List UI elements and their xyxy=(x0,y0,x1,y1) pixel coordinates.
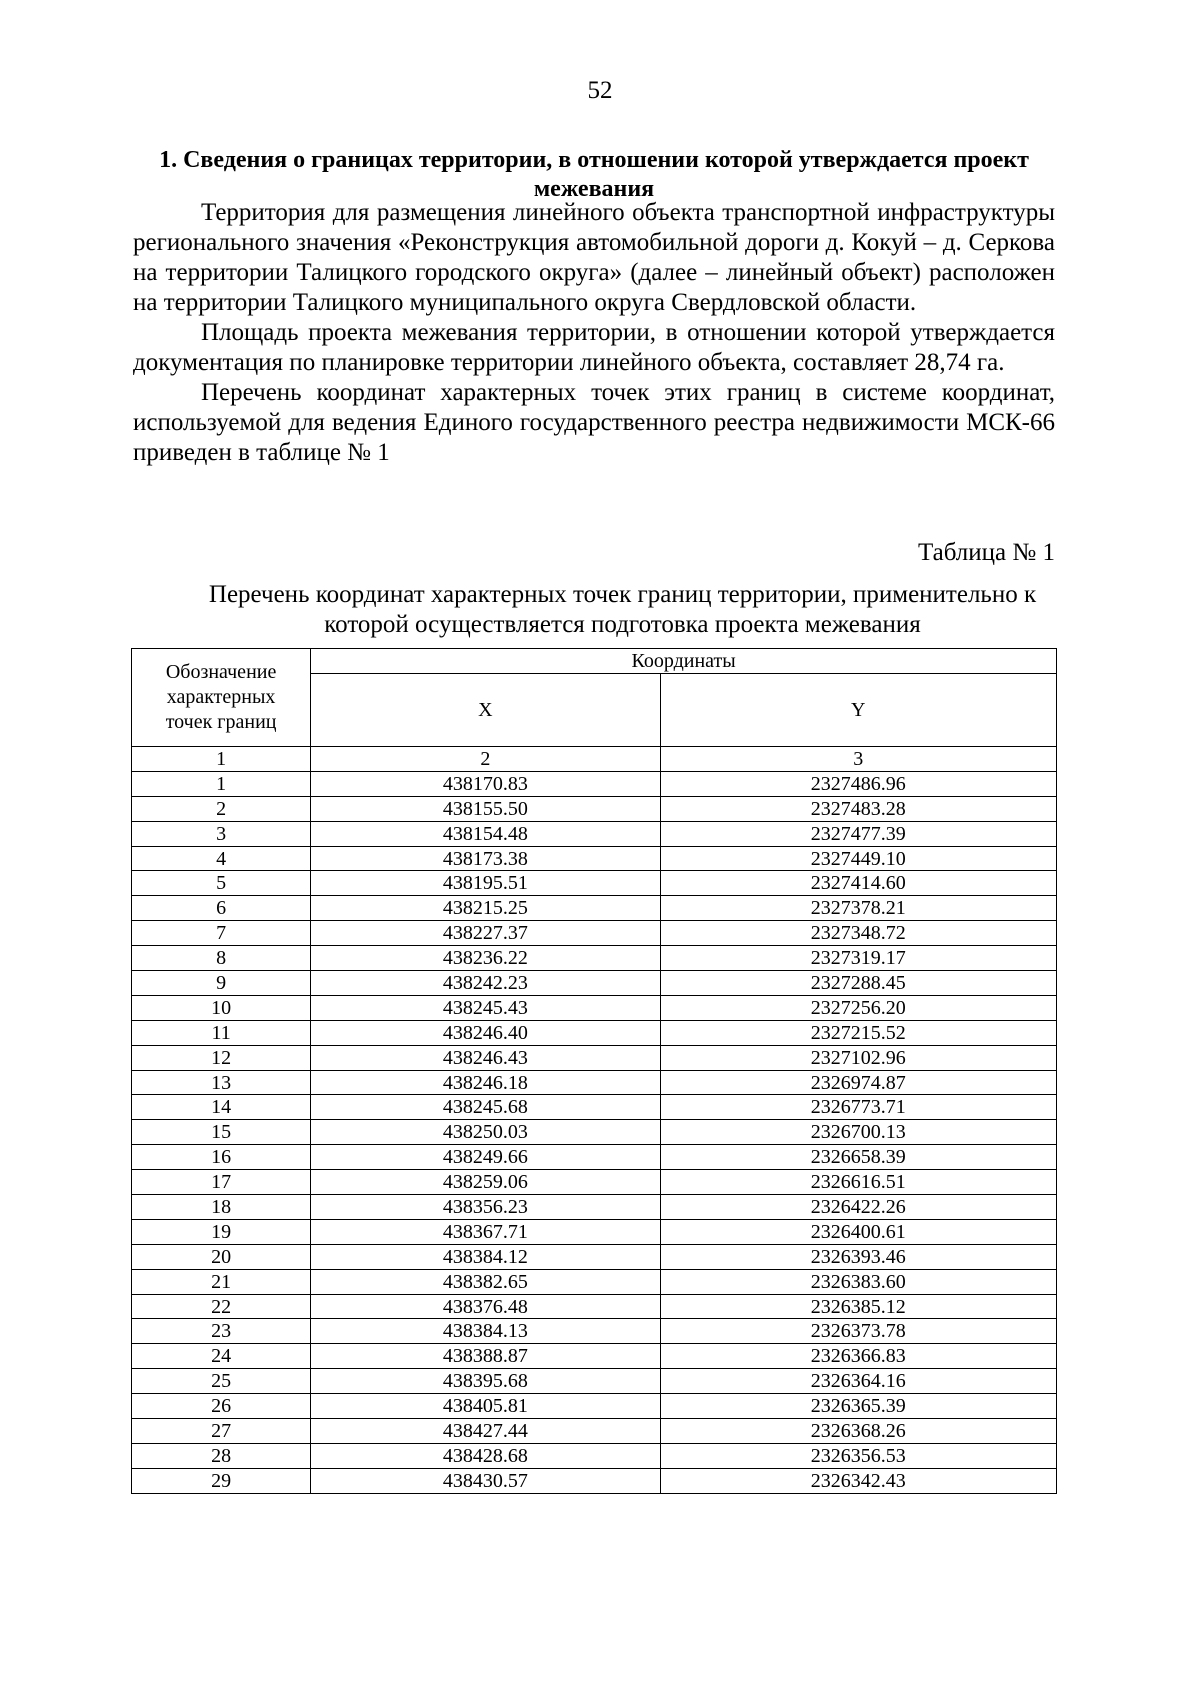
x-coordinate-cell: 438249.66 xyxy=(311,1145,660,1170)
point-number-cell: 26 xyxy=(132,1394,311,1419)
y-coordinate-cell: 2326364.16 xyxy=(660,1369,1056,1394)
point-number-cell: 20 xyxy=(132,1244,311,1269)
table-row xyxy=(132,946,1057,971)
y-coordinate-cell: 2326616.51 xyxy=(660,1170,1056,1195)
table-row xyxy=(132,1468,1057,1493)
table-row xyxy=(132,1269,1057,1294)
header-point: Обозначение характерных точек границ xyxy=(132,649,311,747)
table-row xyxy=(132,1443,1057,1468)
point-number-cell: 11 xyxy=(132,1020,311,1045)
point-number-cell: 19 xyxy=(132,1219,311,1244)
y-coordinate-cell: 2326773.71 xyxy=(660,1095,1056,1120)
table-row xyxy=(132,771,1057,796)
y-coordinate-cell: 2326366.83 xyxy=(660,1344,1056,1369)
y-coordinate-cell: 2327215.52 xyxy=(660,1020,1056,1045)
point-number-cell: 12 xyxy=(132,1045,311,1070)
x-coordinate-cell: 438173.38 xyxy=(311,846,660,871)
y-coordinate-cell: 2327288.45 xyxy=(660,971,1056,996)
table-row xyxy=(132,971,1057,996)
point-number-cell: 16 xyxy=(132,1145,311,1170)
page-number: 52 xyxy=(587,77,613,104)
table-row xyxy=(132,871,1057,896)
point-number-cell: 13 xyxy=(132,1070,311,1095)
x-coordinate-cell: 438384.13 xyxy=(311,1319,660,1344)
table-row xyxy=(132,1344,1057,1369)
table-row xyxy=(132,1045,1057,1070)
y-coordinate-cell: 2327486.96 xyxy=(660,771,1056,796)
x-coordinate-cell: 438245.68 xyxy=(311,1095,660,1120)
x-coordinate-cell: 438246.40 xyxy=(311,1020,660,1045)
paragraph-area: Площадь проекта межевания территории, в отношении которой утверждается документация по планировке территории линейного объекта, составляет 28,74 га. xyxy=(133,319,1055,376)
table-row xyxy=(132,1394,1057,1419)
column-number: 2 xyxy=(311,747,660,772)
point-number-cell: 5 xyxy=(132,871,311,896)
y-coordinate-cell: 2326974.87 xyxy=(660,1070,1056,1095)
x-coordinate-cell: 438427.44 xyxy=(311,1419,660,1444)
paragraph-coordinates: Перечень координат характерных точек этих границ в системе координат, используемой для ведения Единого государственного реестра недвижимости МСК-66 приведен в таблице № 1 xyxy=(133,379,1055,466)
table-row xyxy=(132,846,1057,871)
point-number-cell: 3 xyxy=(132,821,311,846)
table-row xyxy=(132,1095,1057,1120)
y-coordinate-cell: 2327348.72 xyxy=(660,921,1056,946)
x-coordinate-cell: 438155.50 xyxy=(311,796,660,821)
point-number-cell: 18 xyxy=(132,1195,311,1220)
y-coordinate-cell: 2326393.46 xyxy=(660,1244,1056,1269)
x-coordinate-cell: 438356.23 xyxy=(311,1195,660,1220)
table-row xyxy=(132,995,1057,1020)
table-row xyxy=(132,1020,1057,1045)
table-row xyxy=(132,921,1057,946)
x-coordinate-cell: 438227.37 xyxy=(311,921,660,946)
coordinates-table xyxy=(131,648,1057,1494)
y-coordinate-cell: 2326342.43 xyxy=(660,1468,1056,1493)
y-coordinate-cell: 2326356.53 xyxy=(660,1443,1056,1468)
header-x: X xyxy=(311,674,660,747)
table-row xyxy=(132,1070,1057,1095)
y-coordinate-cell: 2327378.21 xyxy=(660,896,1056,921)
x-coordinate-cell: 438154.48 xyxy=(311,821,660,846)
x-coordinate-cell: 438388.87 xyxy=(311,1344,660,1369)
y-coordinate-cell: 2326400.61 xyxy=(660,1219,1056,1244)
table-row xyxy=(132,796,1057,821)
point-number-cell: 28 xyxy=(132,1443,311,1468)
y-coordinate-cell: 2327102.96 xyxy=(660,1045,1056,1070)
y-coordinate-cell: 2326365.39 xyxy=(660,1394,1056,1419)
y-coordinate-cell: 2327477.39 xyxy=(660,821,1056,846)
x-coordinate-cell: 438384.12 xyxy=(311,1244,660,1269)
point-number-cell: 27 xyxy=(132,1419,311,1444)
x-coordinate-cell: 438382.65 xyxy=(311,1269,660,1294)
point-number-cell: 4 xyxy=(132,846,311,871)
x-coordinate-cell: 438250.03 xyxy=(311,1120,660,1145)
x-coordinate-cell: 438430.57 xyxy=(311,1468,660,1493)
point-number-cell: 14 xyxy=(132,1095,311,1120)
table-row xyxy=(132,1145,1057,1170)
point-number-cell: 25 xyxy=(132,1369,311,1394)
x-coordinate-cell: 438367.71 xyxy=(311,1219,660,1244)
y-coordinate-cell: 2326658.39 xyxy=(660,1145,1056,1170)
section-title: 1. Сведения о границах территории, в отношении которой утверждается проект межевания xyxy=(159,147,1029,202)
table-row xyxy=(132,821,1057,846)
point-number-cell: 24 xyxy=(132,1344,311,1369)
x-coordinate-cell: 438245.43 xyxy=(311,995,660,1020)
point-number-cell: 6 xyxy=(132,896,311,921)
x-coordinate-cell: 438236.22 xyxy=(311,946,660,971)
point-number-cell: 10 xyxy=(132,995,311,1020)
paragraph-territory: Территория для размещения линейного объекта транспортной инфраструктуры регионального значения «Реконструкция автомобильной дороги д. Кокуй – д. Серкова на территории Талицкого городского округа» (далее – линейный объект) расположен на территории Талицкого муниципального округа Свердловской области. xyxy=(133,199,1055,316)
table-row xyxy=(132,1219,1057,1244)
y-coordinate-cell: 2326700.13 xyxy=(660,1120,1056,1145)
x-coordinate-cell: 438405.81 xyxy=(311,1394,660,1419)
point-number-cell: 15 xyxy=(132,1120,311,1145)
y-coordinate-cell: 2326385.12 xyxy=(660,1294,1056,1319)
y-coordinate-cell: 2326368.26 xyxy=(660,1419,1056,1444)
x-coordinate-cell: 438170.83 xyxy=(311,771,660,796)
point-number-cell: 1 xyxy=(132,771,311,796)
y-coordinate-cell: 2326422.26 xyxy=(660,1195,1056,1220)
y-coordinate-cell: 2327256.20 xyxy=(660,995,1056,1020)
table-row xyxy=(132,1369,1057,1394)
body-text xyxy=(133,198,1055,468)
point-number-cell: 17 xyxy=(132,1170,311,1195)
point-number-cell: 23 xyxy=(132,1319,311,1344)
table-row xyxy=(132,1294,1057,1319)
table-caption: Таблица № 1 xyxy=(917,539,1055,566)
table-row xyxy=(132,1319,1057,1344)
point-number-cell: 8 xyxy=(132,946,311,971)
x-coordinate-cell: 438246.43 xyxy=(311,1045,660,1070)
point-number-cell: 2 xyxy=(132,796,311,821)
y-coordinate-cell: 2327414.60 xyxy=(660,871,1056,896)
y-coordinate-cell: 2327483.28 xyxy=(660,796,1056,821)
x-coordinate-cell: 438428.68 xyxy=(311,1443,660,1468)
table-row xyxy=(132,1195,1057,1220)
table-row xyxy=(132,1170,1057,1195)
point-number-cell: 7 xyxy=(132,921,311,946)
point-number-cell: 21 xyxy=(132,1269,311,1294)
x-coordinate-cell: 438395.68 xyxy=(311,1369,660,1394)
table-row xyxy=(132,896,1057,921)
table-row xyxy=(132,1120,1057,1145)
header-y: Y xyxy=(660,674,1056,747)
y-coordinate-cell: 2326373.78 xyxy=(660,1319,1056,1344)
x-coordinate-cell: 438376.48 xyxy=(311,1294,660,1319)
x-coordinate-cell: 438195.51 xyxy=(311,871,660,896)
header-coordinates: Координаты xyxy=(311,649,1057,674)
table-title: Перечень координат характерных точек границ территории, применительно к которой осуществляется подготовка проекта межевания xyxy=(208,581,1037,638)
column-number: 1 xyxy=(132,747,311,772)
y-coordinate-cell: 2326383.60 xyxy=(660,1269,1056,1294)
x-coordinate-cell: 438242.23 xyxy=(311,971,660,996)
point-number-cell: 29 xyxy=(132,1468,311,1493)
point-number-cell: 22 xyxy=(132,1294,311,1319)
column-number: 3 xyxy=(660,747,1056,772)
y-coordinate-cell: 2327449.10 xyxy=(660,846,1056,871)
table-row xyxy=(132,1419,1057,1444)
y-coordinate-cell: 2327319.17 xyxy=(660,946,1056,971)
table-row xyxy=(132,1244,1057,1269)
point-number-cell: 9 xyxy=(132,971,311,996)
x-coordinate-cell: 438259.06 xyxy=(311,1170,660,1195)
x-coordinate-cell: 438246.18 xyxy=(311,1070,660,1095)
x-coordinate-cell: 438215.25 xyxy=(311,896,660,921)
